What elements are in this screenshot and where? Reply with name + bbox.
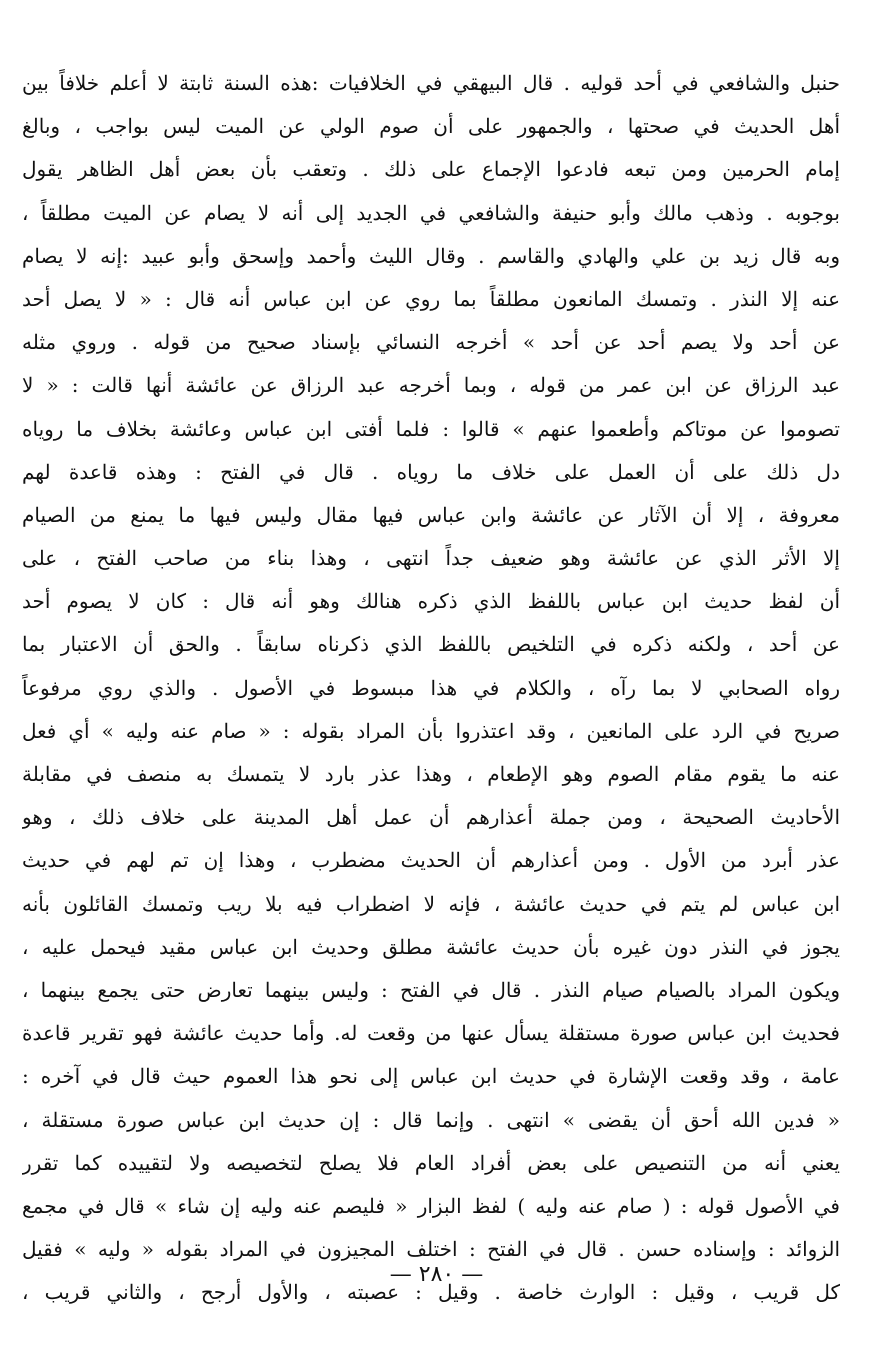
text-line: كل قريب ، وقيل : الوارث خاصة . وقيل : عصبته ، والأول أرجح ، والثاني قريب ، [22, 1280, 840, 1305]
text-line: ابن عباس لم يتم في حديث عائشة ، فإنه لا اضطراب فيه بلا ريب وتمسك القائلون بأنه [22, 891, 840, 916]
text-line: حنبل والشافعي في أحد قوليه . قال البيهقي في الخلافيات :هذه السنة ثابتة لا أعلم خلافاً بين [22, 71, 840, 95]
text-line: إمام الحرمين ومن تبعه فادعوا الإجماع على ذلك . وتعقب بأن بعض أهل الظاهر يقول [22, 157, 840, 182]
text-line: في الأصول قوله : ( صام عنه وليه ) لفظ البزار « فليصم عنه وليه إن شاء » قال في مجمع [22, 1193, 840, 1218]
text-line: فحديث ابن عباس صورة مستقلة يسأل عنها من وقعت له. وأما حديث عائشة فهو تقرير قاعدة [22, 1021, 840, 1046]
text-line: أن لفظ حديث ابن عباس باللفظ الذي ذكره هنالك وهو أنه قال : كان لا يصوم أحد [22, 589, 840, 614]
text-line: عامة ، وقد وقعت الإشارة في حديث ابن عباس إلى نحو هذا العموم حيث قال في آخره : [22, 1064, 840, 1089]
text-line: معروفة ، إلا أن الآثار عن عائشة وابن عباس فيها مقال وليس فيها ما يمنع من الصيام [22, 502, 840, 527]
text-line: يعني أنه من التنصيص على بعض أفراد العام فلا يصلح لتخصيصه ولا لتقييده كما تقرر [22, 1150, 840, 1175]
text-line: وبه قال زيد بن علي والهادي والقاسم . وقال الليث وأحمد وإسحق وأبو عبيد :إنه لا يصام [22, 243, 840, 268]
text-line: عنه إلا النذر . وتمسك المانعون مطلقاً بما روي عن ابن عباس أنه قال : « لا يصل أحد [22, 286, 840, 311]
text-line: عن أحد ولا يصم أحد عن أحد » أخرجه النسائي بإسناد صحيح من قوله . وروي مثله [22, 330, 840, 355]
text-line: تصوموا عن موتاكم وأطعموا عنهم » قالوا : فلما أفتى ابن عباس وعائشة بخلاف ما روياه [22, 416, 840, 441]
text-line: عذر أبرد من الأول . ومن أعذارهم أن الحديث مضطرب ، وهذا إن تم لهم في حديث [22, 848, 840, 873]
page-number: — ٢٨٠ — [389, 1262, 484, 1287]
text-line: عن أحد ، ولكنه ذكره في التلخيص باللفظ الذي ذكرناه سابقاً . والحق أن الاعتبار بما [22, 632, 840, 657]
text-line: بوجوبه . وذهب مالك وأبو حنيفة والشافعي في الجديد إلى أنه لا يصام عن الميت مطلقاً ، [22, 200, 840, 225]
text-line: يجوز في النذر دون غيره بأن حديث عائشة مطلق وحديث ابن عباس مقيد فيحمل عليه ، [22, 934, 840, 959]
body-text [22, 62, 840, 1314]
text-line: رواه الصحابي لا بما رآه ، والكلام في هذا مبسوط في الأصول . والذي روي مرفوعاً [22, 675, 840, 700]
text-line: صريح في الرد على المانعين ، وقد اعتذروا بأن المراد بقوله : « صام عنه وليه » أي فعل [22, 718, 840, 743]
text-line: أهل الحديث في صحتها ، والجمهور على أن صوم الولي عن الميت ليس بواجب ، وبالغ [22, 114, 840, 139]
text-line: إلا الأثر الذي عن عائشة وهو ضعيف جداً انتهى ، وهذا بناء من صاحب الفتح ، على [22, 546, 840, 571]
text-line: عبد الرزاق عن ابن عمر من قوله ، وبما أخرجه عبد الرزاق عن عائشة أنها قالت : « لا [22, 373, 840, 398]
text-line: دل ذلك على أن العمل على خلاف ما روياه . قال في الفتح : وهذه قاعدة لهم [22, 459, 840, 484]
text-line: الأحاديث الصحيحة ، ومن جملة أعذارهم أن عمل أهل المدينة على خلاف ذلك ، وهو [22, 805, 840, 830]
text-line: الزوائد : وإسناده حسن . قال في الفتح : اختلف المجيزون في المراد بقوله « وليه » فقيل [22, 1237, 840, 1262]
text-line: « فدين الله أحق أن يقضى » انتهى . وإنما قال : إن حديث ابن عباس صورة مستقلة ، [22, 1107, 840, 1132]
text-line: ويكون المراد بالصيام صيام النذر . قال في الفتح : وليس بينهما تعارض حتى يجمع بينهما ، [22, 977, 840, 1002]
text-line: عنه ما يقوم مقام الصوم وهو الإطعام ، وهذا عذر بارد لا يتمسك به منصف في مقابلة [22, 762, 840, 786]
